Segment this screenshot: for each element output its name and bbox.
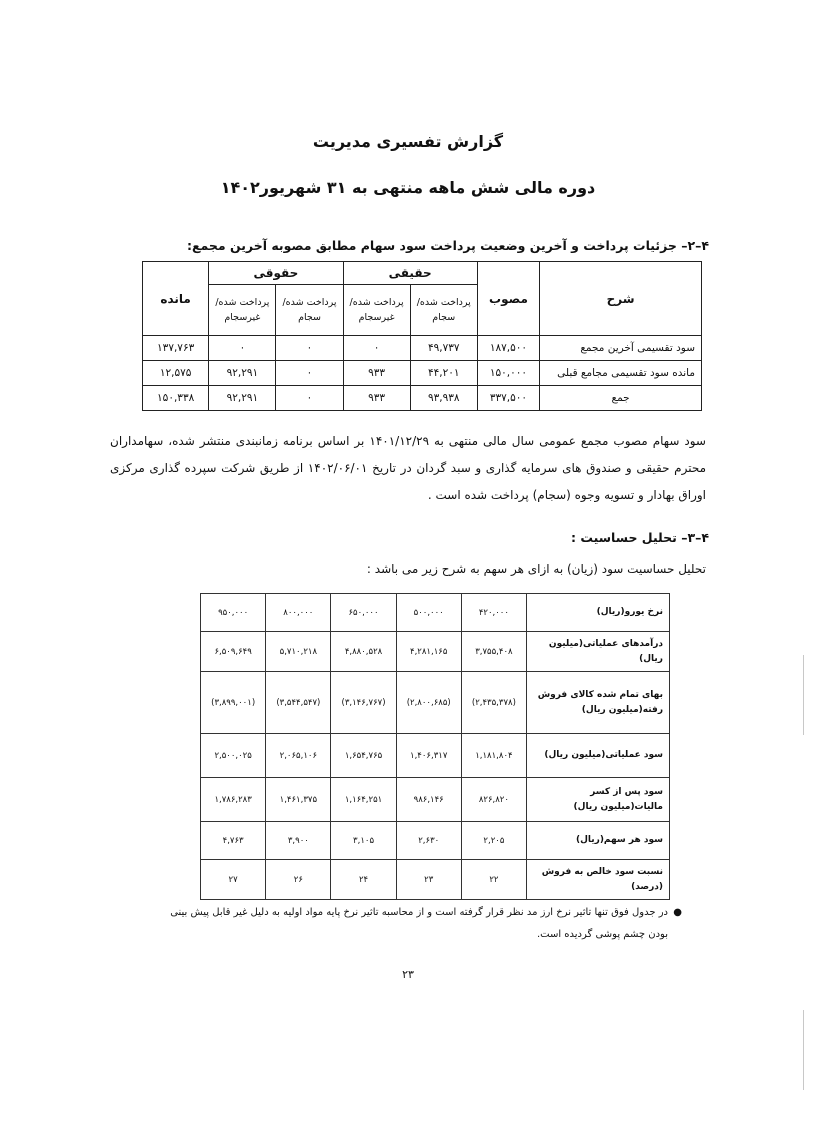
cell-approved: ۱۵۰,۰۰۰	[477, 361, 539, 386]
cell-remaining: ۱۳۷,۷۶۳	[143, 336, 209, 361]
cell-legal-sejam: ۰	[276, 336, 343, 361]
table-cell: ۸۰۰,۰۰۰	[266, 594, 331, 632]
table-row	[201, 734, 670, 778]
table-cell: ۵۰۰,۰۰۰	[396, 594, 461, 632]
row-label: بهای تمام شده کالای فروش رفته(میلیون ریال)	[527, 672, 670, 734]
table-row	[201, 672, 670, 734]
row-label: سود عملیاتی(میلیون ریال)	[527, 734, 670, 778]
cell-approved: ۳۳۷,۵۰۰	[477, 386, 539, 411]
table-cell: ۱,۷۸۶,۲۸۳	[201, 778, 266, 822]
col-header-remaining: مانده	[143, 262, 209, 336]
cell-approved: ۱۸۷,۵۰۰	[477, 336, 539, 361]
table-cell: ۲۲	[461, 860, 526, 900]
scan-line	[803, 1010, 804, 1090]
table-cell: ۲۷	[201, 860, 266, 900]
table-cell: ۴,۸۸۰,۵۲۸	[331, 632, 396, 672]
table-cell: ۱,۴۶۱,۳۷۵	[266, 778, 331, 822]
sensitivity-intro: تحلیل حساسیت سود (زیان) به ازای هر سهم به شرح زیر می باشد :	[366, 562, 706, 576]
table-cell: ۲,۶۳۰	[396, 822, 461, 860]
table-cell: ۲۶	[266, 860, 331, 900]
table-row	[143, 336, 702, 361]
row-label: نرخ یورو(ریال)	[527, 594, 670, 632]
row-label: مانده سود تقسیمی مجامع قبلی	[540, 361, 702, 386]
table-row	[201, 594, 670, 632]
table-cell: ۹۸۶,۱۴۶	[396, 778, 461, 822]
col-header-desc: شرح	[540, 262, 702, 336]
table-row	[201, 778, 670, 822]
table-cell: ۳,۷۵۵,۴۰۸	[461, 632, 526, 672]
table-cell: ۹۵۰,۰۰۰	[201, 594, 266, 632]
table-cell: (۳,۱۴۶,۷۶۷)	[331, 672, 396, 734]
table-cell: ۶۵۰,۰۰۰	[331, 594, 396, 632]
table-row	[201, 822, 670, 860]
table-cell: ۴,۷۶۳	[201, 822, 266, 860]
table-cell: ۲۴	[331, 860, 396, 900]
scan-line	[803, 655, 804, 735]
table-cell: ۱,۱۶۴,۲۵۱	[331, 778, 396, 822]
col-group-real: حقیقی	[343, 262, 477, 285]
table-cell: (۲,۴۳۵,۳۷۸)	[461, 672, 526, 734]
cell-real-nonsejam: ۹۳۳	[343, 386, 410, 411]
bullet-icon: ●	[673, 907, 682, 918]
table-row	[201, 860, 670, 900]
cell-real-sejam: ۹۳,۹۳۸	[410, 386, 477, 411]
page-subtitle: دوره مالی شش ماهه منتهی به ۳۱ شهریور۱۴۰۲	[220, 178, 596, 197]
col-group-legal: حقوقی	[209, 262, 343, 285]
row-label: سود هر سهم(ریال)	[527, 822, 670, 860]
col-header-real-nonsejam: پرداخت شده/غیرسجام	[343, 285, 410, 336]
cell-legal-sejam: ۰	[276, 386, 343, 411]
cell-legal-sejam: ۰	[276, 361, 343, 386]
section-heading-dividend: ۴–۲– جزئیات پرداخت و آخرین وضعیت پرداخت سود سهام مطابق مصوبه آخرین مجمع:	[186, 238, 709, 253]
cell-legal-nonsejam: ۰	[209, 336, 276, 361]
table-row	[143, 361, 702, 386]
row-label: نسبت سود خالص به فروش (درصد)	[527, 860, 670, 900]
table-cell: (۲,۸۰۰,۶۸۵)	[396, 672, 461, 734]
row-label: جمع	[540, 386, 702, 411]
table-cell: ۱,۱۸۱,۸۰۴	[461, 734, 526, 778]
table-row-total	[143, 386, 702, 411]
section-heading-sensitivity: ۴–۳– تحلیل حساسیت :	[571, 530, 709, 545]
footnote-text: در جدول فوق تنها تاثیر نرخ ارز مد نظر قرار گرفته است و از محاسبه تاثیر نرخ پایه مواد اولیه به دلیل غیر قابل پیش بینی بودن چشم پوشی گردیده است.	[170, 907, 668, 940]
cell-remaining: ۱۲,۵۷۵	[143, 361, 209, 386]
table-cell: ۲۳	[396, 860, 461, 900]
cell-real-sejam: ۴۴,۲۰۱	[410, 361, 477, 386]
cell-legal-nonsejam: ۹۲,۲۹۱	[209, 386, 276, 411]
table-cell: (۳,۵۴۴,۵۴۷)	[266, 672, 331, 734]
table-cell: (۳,۸۹۹,۰۰۱)	[201, 672, 266, 734]
col-header-legal-nonsejam: پرداخت شده/غیرسجام	[209, 285, 276, 336]
cell-remaining: ۱۵۰,۳۳۸	[143, 386, 209, 411]
cell-real-nonsejam: ۰	[343, 336, 410, 361]
sensitivity-table	[200, 593, 670, 900]
table-cell: ۱,۶۵۴,۷۶۵	[331, 734, 396, 778]
table-cell: ۴,۲۸۱,۱۶۵	[396, 632, 461, 672]
row-label: سود پس از کسر مالیات(میلیون ریال)	[527, 778, 670, 822]
dividend-paragraph: سود سهام مصوب مجمع عمومی سال مالی منتهی به ۱۴۰۱/۱۲/۲۹ بر اساس برنامه زمانبندی منتشر شده، سهامداران محترم حقیقی و صندوق های سرمایه گذاری و سبد گردان در تاریخ ۱۴۰۲/۰۶/۰۱ از طریق شرکت سپرده گذاری مرکزی اوراق بهادار و تسویه وجوه (سجام) پرداخت شده است .	[110, 434, 706, 502]
dividend-table	[142, 261, 702, 411]
table-cell: ۲,۵۰۰,۰۲۵	[201, 734, 266, 778]
table-cell: ۲,۰۶۵,۱۰۶	[266, 734, 331, 778]
row-label: سود تقسیمی آخرین مجمع	[540, 336, 702, 361]
page-number: ۲۳	[402, 968, 414, 981]
col-header-real-sejam: پرداخت شده/سجام	[410, 285, 477, 336]
table-cell: ۸۲۶,۸۲۰	[461, 778, 526, 822]
table-cell: ۵,۷۱۰,۲۱۸	[266, 632, 331, 672]
table-cell: ۶,۵۰۹,۶۴۹	[201, 632, 266, 672]
cell-real-sejam: ۴۹,۷۳۷	[410, 336, 477, 361]
table-cell: ۳,۱۰۵	[331, 822, 396, 860]
table-cell: ۳,۹۰۰	[266, 822, 331, 860]
cell-real-nonsejam: ۹۳۳	[343, 361, 410, 386]
page-title: گزارش تفسیری مدیریت	[312, 132, 504, 151]
col-header-approved: مصوب	[477, 262, 539, 336]
table-row	[201, 632, 670, 672]
table-cell: ۴۲۰,۰۰۰	[461, 594, 526, 632]
table-cell: ۱,۴۰۶,۳۱۷	[396, 734, 461, 778]
col-header-legal-sejam: پرداخت شده/سجام	[276, 285, 343, 336]
table-footnote	[148, 902, 682, 946]
row-label: درآمدهای عملیاتی(میلیون ریال)	[527, 632, 670, 672]
table-cell: ۲,۲۰۵	[461, 822, 526, 860]
cell-legal-nonsejam: ۹۲,۲۹۱	[209, 361, 276, 386]
